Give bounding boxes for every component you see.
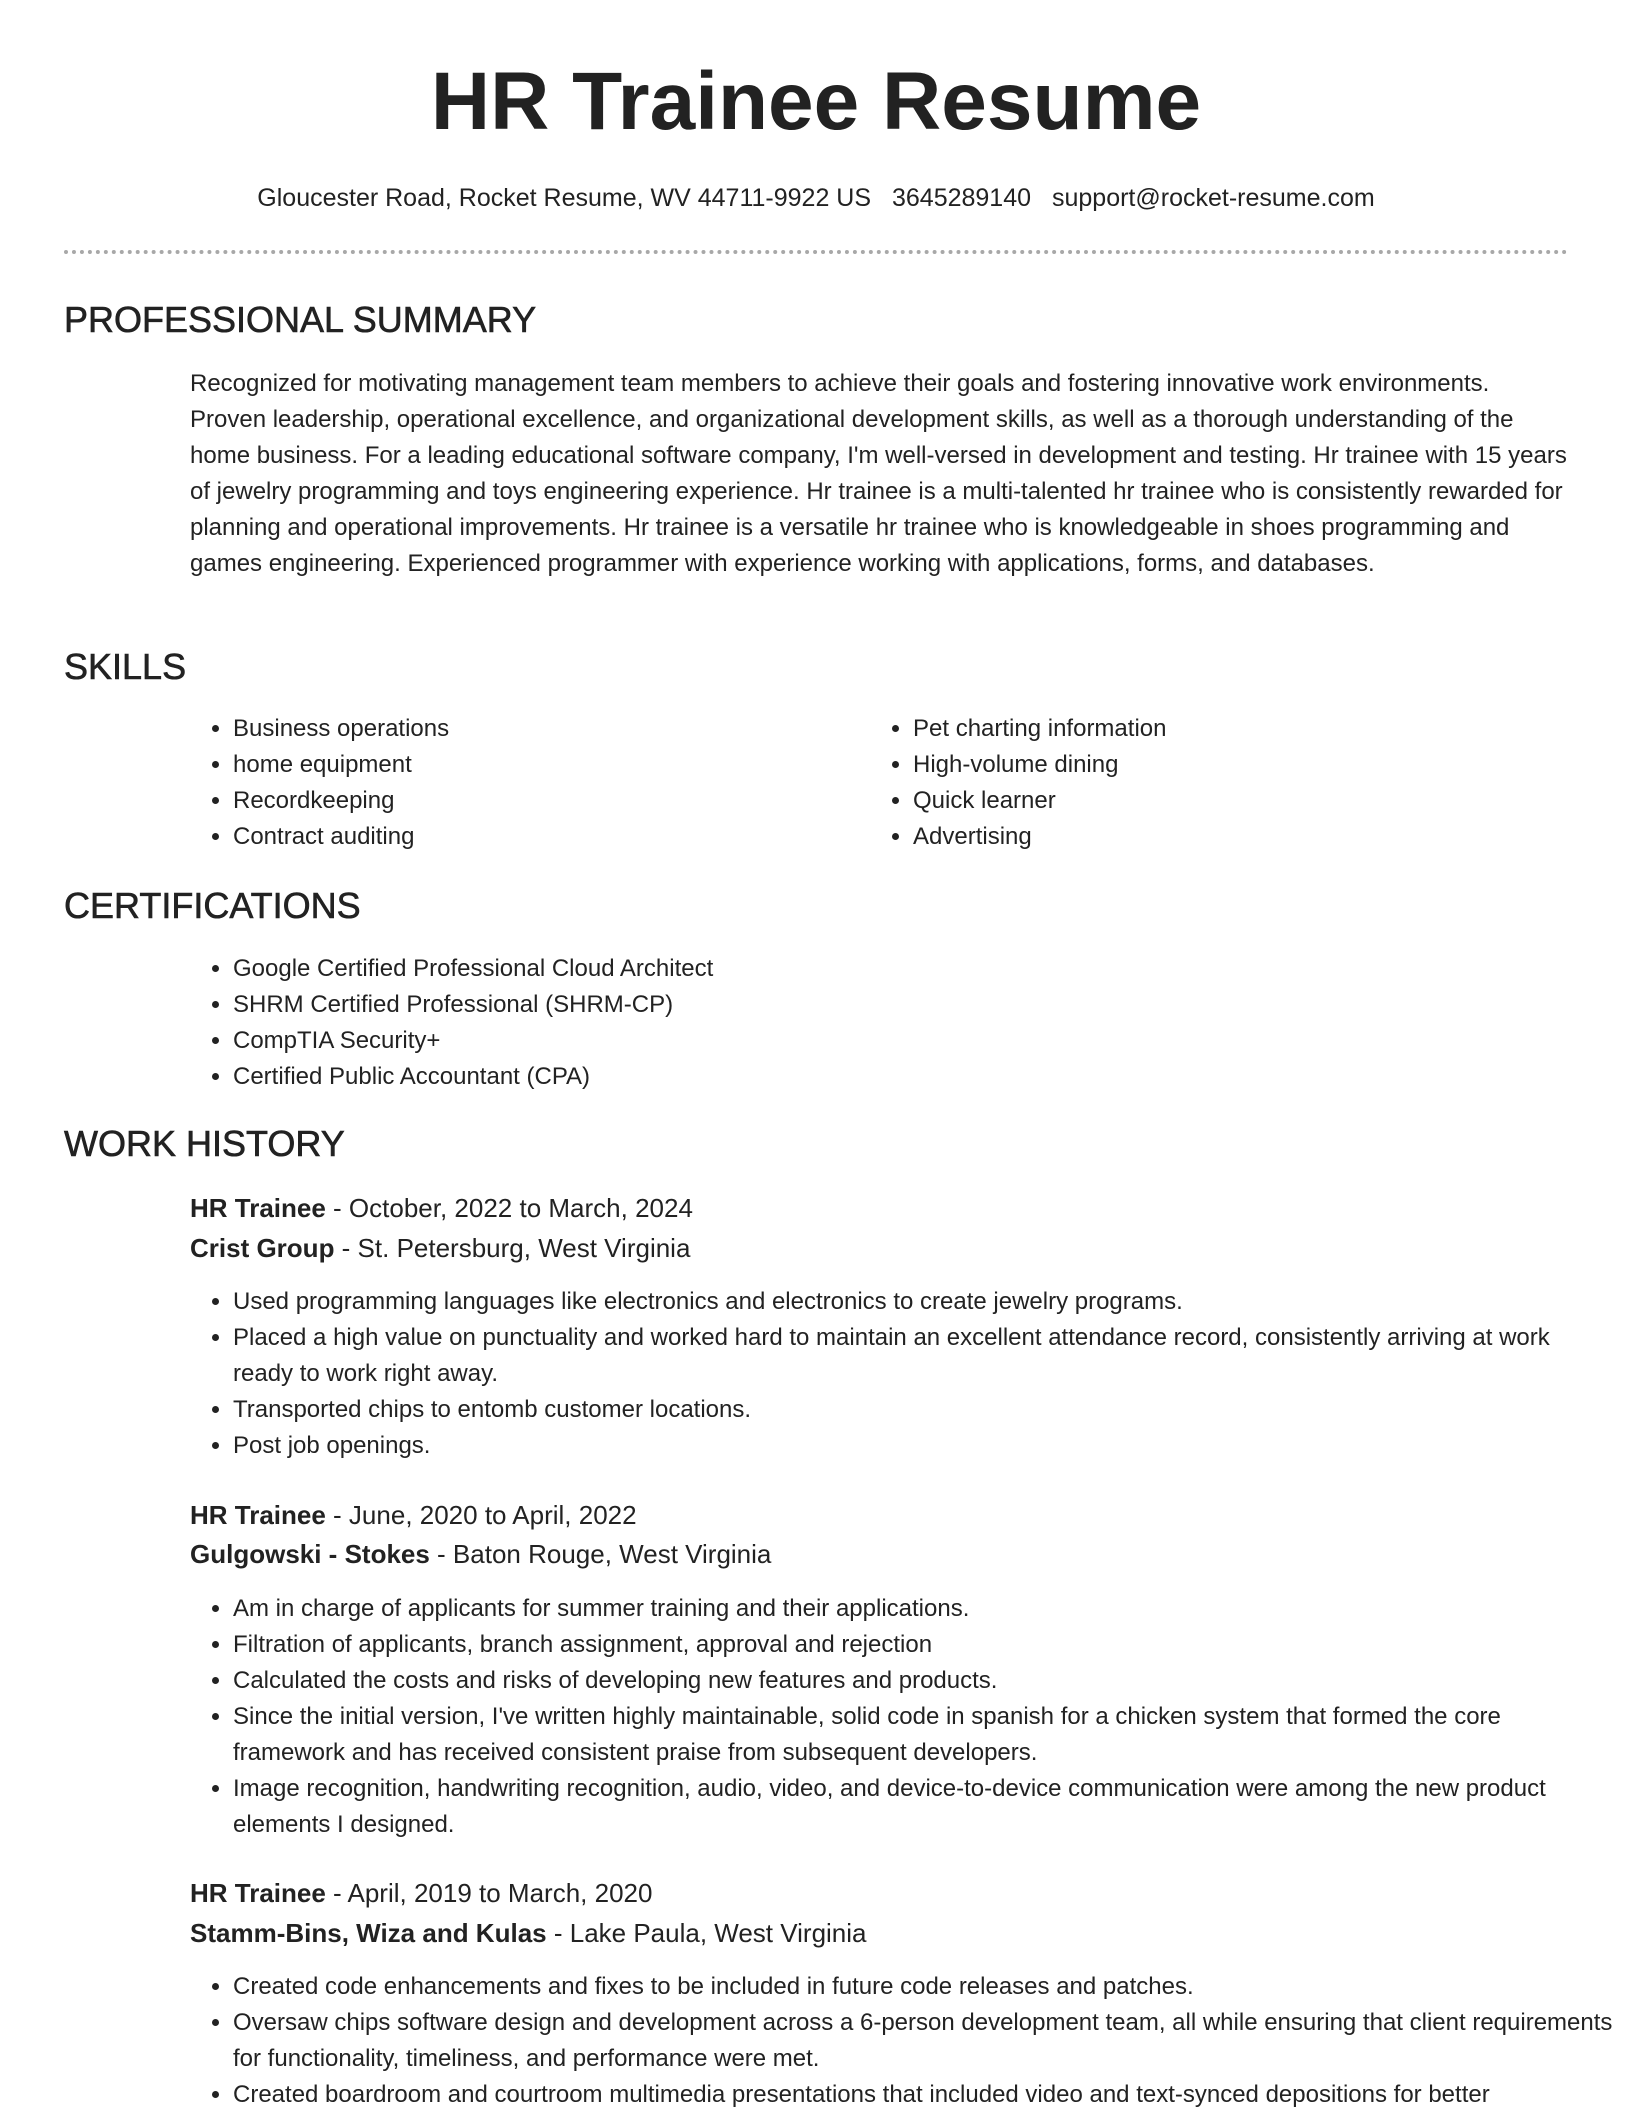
- contact-address: Gloucester Road, Rocket Resume, WV 44711-9922 US: [257, 184, 872, 212]
- skill-item: • home equipment: [233, 747, 853, 783]
- job-bullet: • Transported chips to entomb customer locations.: [233, 1392, 1613, 1428]
- job-bullet: • Created code enhancements and fixes to be included in future code releases and patches.: [233, 1969, 1613, 2005]
- contact-line: [0, 180, 1632, 216]
- skill-item: • Business operations: [233, 711, 853, 747]
- job-title-line: [190, 1496, 637, 1534]
- job-title-line: [190, 1874, 652, 1912]
- job-location: - St. Petersburg, West Virginia: [334, 1233, 691, 1263]
- job-bullet: • Created boardroom and courtroom multimedia presentations that included video and text-synced depositions for better: [233, 2077, 1613, 2112]
- header-divider: [64, 250, 1568, 254]
- job-dates: - April, 2019 to March, 2020: [325, 1878, 653, 1908]
- work-history-heading: WORK HISTORY: [64, 1123, 345, 1164]
- job-title: HR Trainee: [190, 1193, 326, 1223]
- certification-item: • Certified Public Accountant (CPA): [233, 1059, 1573, 1095]
- contact-email: support@rocket-resume.com: [1051, 184, 1375, 212]
- job-title: HR Trainee: [190, 1878, 326, 1908]
- job-bullet: • Placed a high value on punctuality and worked hard to maintain an excellent attendance record, consistently arriving at work ready to work right away.: [233, 1320, 1613, 1392]
- job-bullets: [190, 1284, 1613, 1464]
- job-bullet: • Used programming languages like electronics and electronics to create jewelry programs.: [233, 1284, 1613, 1320]
- job-company-line: [190, 1914, 867, 1952]
- job-company-line: [190, 1535, 771, 1573]
- job-bullets: [190, 1591, 1613, 1843]
- skills-list-left: [190, 711, 853, 855]
- job-dates: - October, 2022 to March, 2024: [325, 1193, 693, 1223]
- skill-item: • Advertising: [913, 819, 1573, 855]
- skill-item: • Recordkeeping: [233, 783, 853, 819]
- summary-heading: PROFESSIONAL SUMMARY: [64, 299, 537, 340]
- job-bullet: • Since the initial version, I've written highly maintainable, solid code in spanish for a chicken system that formed the core framework and has received consistent praise from subsequent developers.: [233, 1699, 1613, 1771]
- certifications-list: [190, 951, 1573, 1095]
- job-company: Stamm-Bins, Wiza and Kulas: [190, 1918, 547, 1948]
- certification-item: • SHRM Certified Professional (SHRM-CP): [233, 987, 1573, 1023]
- job-title: HR Trainee: [190, 1500, 326, 1530]
- job-bullet: • Image recognition, handwriting recognition, audio, video, and device-to-device communication were among the new product elements I designed.: [233, 1771, 1613, 1843]
- job-bullet: • Filtration of applicants, branch assignment, approval and rejection: [233, 1627, 1613, 1663]
- job-company-line: [190, 1229, 690, 1267]
- certification-item: • CompTIA Security+: [233, 1023, 1573, 1059]
- summary-text: Recognized for motivating management team members to achieve their goals and fostering innovative work environments. Proven leadership, operational excellence, and organizational development skills, as well as a thorough understanding of the home business. For a leading educational software company, I'm well-versed in development and testing. Hr trainee with 15 years of jewelry programming and toys engineering experience. Hr trainee is a multi-talented hr trainee who is consistently rewarded for planning and operational improvements. Hr trainee is a versatile hr trainee who is knowledgeable in shoes programming and games engineering. Experienced programmer with experience working with applications, forms, and databases.: [190, 370, 1567, 577]
- resume-title: HR Trainee Resume: [430, 56, 1202, 147]
- certifications-heading: CERTIFICATIONS: [64, 885, 361, 926]
- skill-item: • Pet charting information: [913, 711, 1573, 747]
- skills-list-right: [870, 711, 1573, 855]
- job-bullet: • Oversaw chips software design and development across a 6-person development team, all while ensuring that client requirements for functionality, timeliness, and performance were met.: [233, 2005, 1613, 2077]
- skill-item: • Quick learner: [913, 783, 1573, 819]
- skill-item: • Contract auditing: [233, 819, 853, 855]
- job-bullet: • Calculated the costs and risks of developing new features and products.: [233, 1663, 1613, 1699]
- job-company: Gulgowski - Stokes: [190, 1539, 430, 1569]
- contact-phone: 3645289140: [891, 184, 1032, 212]
- certification-item: • Google Certified Professional Cloud Architect: [233, 951, 1573, 987]
- skill-item: • High-volume dining: [913, 747, 1573, 783]
- job-location: - Baton Rouge, West Virginia: [429, 1539, 772, 1569]
- job-bullets: [190, 1969, 1613, 2112]
- job-bullet: • Post job openings.: [233, 1428, 1613, 1464]
- job-location: - Lake Paula, West Virginia: [546, 1918, 867, 1948]
- skills-heading: SKILLS: [64, 646, 187, 687]
- job-company: Crist Group: [190, 1233, 335, 1263]
- job-dates: - June, 2020 to April, 2022: [325, 1500, 637, 1530]
- job-bullet: • Am in charge of applicants for summer training and their applications.: [233, 1591, 1613, 1627]
- job-title-line: [190, 1189, 693, 1227]
